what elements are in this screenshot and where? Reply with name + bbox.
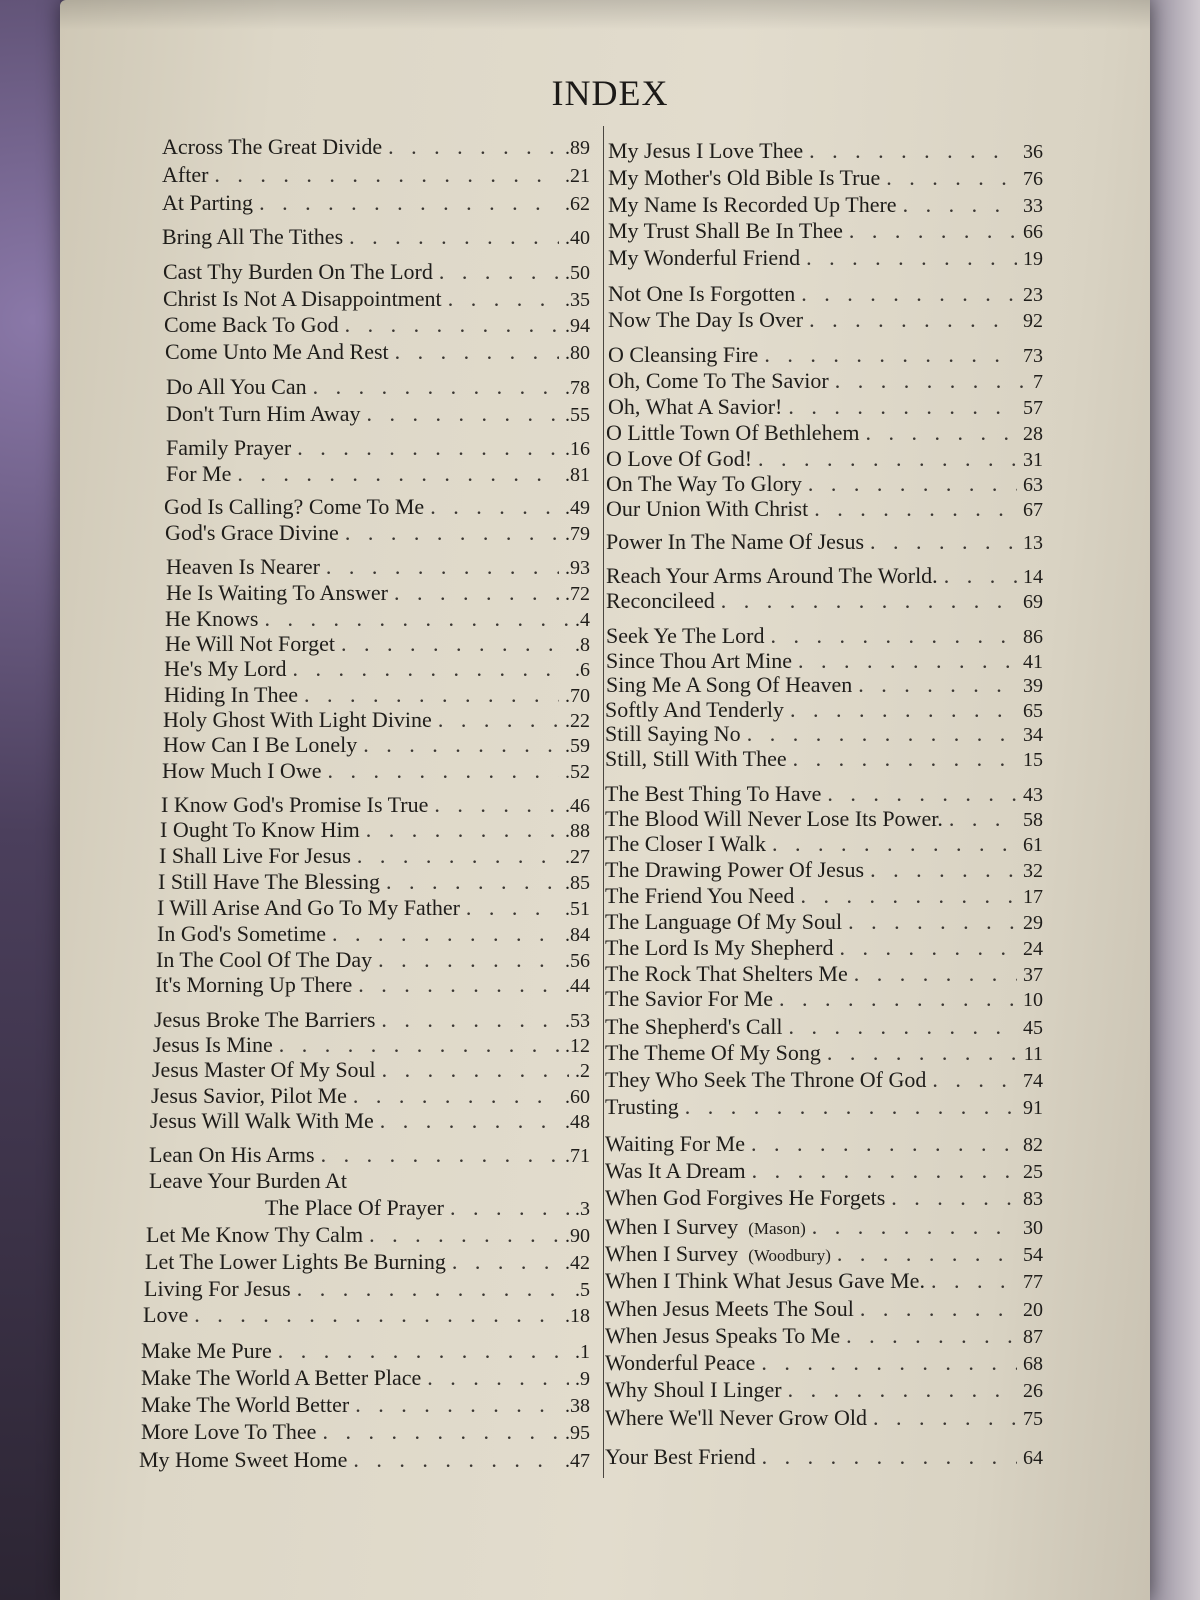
page-number: .44 xyxy=(565,975,590,997)
page-number: 82 xyxy=(1023,1134,1043,1156)
index-entry xyxy=(605,1214,1043,1242)
index-entry xyxy=(605,1241,1043,1269)
leader-dots xyxy=(835,368,1027,394)
page-number: .50 xyxy=(565,262,590,284)
index-entry xyxy=(606,496,1043,523)
page-number: .42 xyxy=(565,1252,590,1274)
entry-title: How Can I Be Lonely xyxy=(163,732,358,757)
leader-dots xyxy=(685,1094,1017,1120)
page-number: 7 xyxy=(1033,371,1043,393)
index-entry xyxy=(606,471,1043,498)
page-number: 76 xyxy=(1023,168,1043,190)
entry-title: Do All You Can xyxy=(166,374,307,399)
page-number: .94 xyxy=(565,315,590,337)
leader-dots xyxy=(891,1185,1017,1211)
entry-title: When Jesus Meets The Soul xyxy=(605,1296,854,1321)
index-entry xyxy=(605,781,1043,808)
index-entry xyxy=(605,1158,1043,1185)
leader-dots xyxy=(858,672,1017,698)
page-number: 63 xyxy=(1023,474,1043,496)
index-entry xyxy=(605,909,1043,936)
leader-dots xyxy=(827,781,1017,807)
index-entry xyxy=(605,1185,1043,1212)
entry-title: Let Me Know Thy Calm xyxy=(146,1222,364,1247)
page-number: 65 xyxy=(1023,700,1043,722)
index-entry xyxy=(605,746,1043,773)
leader-dots xyxy=(758,446,1017,472)
leader-dots xyxy=(854,961,1017,987)
leader-dots xyxy=(873,1405,1017,1431)
page-number: 73 xyxy=(1023,345,1043,367)
leader-dots xyxy=(788,1377,1017,1403)
index-entry xyxy=(608,394,1043,421)
page-number: .53 xyxy=(565,1010,590,1032)
page-number: .18 xyxy=(565,1305,590,1327)
index-entry xyxy=(605,857,1043,884)
entry-title: He Is Waiting To Answer xyxy=(166,580,388,605)
entry-title: Living For Jesus xyxy=(144,1276,291,1301)
leader-dots xyxy=(808,471,1017,497)
entry-title: Leave Your Burden At xyxy=(149,1168,347,1193)
entry-title: He Knows xyxy=(165,606,259,631)
page-number: .47 xyxy=(565,1450,590,1472)
entry-title: Sing Me A Song Of Heaven xyxy=(606,672,853,697)
page-number: .55 xyxy=(565,404,590,426)
leader-dots xyxy=(762,1444,1017,1470)
page-number: .72 xyxy=(565,583,590,605)
index-entry xyxy=(605,1350,1043,1377)
page-number: 13 xyxy=(1023,532,1043,554)
entry-title: He's My Lord xyxy=(164,656,287,681)
index-entry xyxy=(608,165,1043,192)
index-entry xyxy=(605,721,1043,748)
entry-title: On The Way To Glory xyxy=(606,471,802,496)
entry-title: Our Union With Christ xyxy=(606,496,809,521)
leader-dots xyxy=(761,1350,1017,1376)
entry-title: My Trust Shall Be In Thee xyxy=(608,218,843,243)
page-number: .27 xyxy=(565,846,590,868)
entry-title: Wonderful Peace xyxy=(605,1350,756,1375)
page-number: .78 xyxy=(565,377,590,399)
page-number: .3 xyxy=(575,1198,590,1220)
page-number: 66 xyxy=(1023,221,1043,243)
index-entry xyxy=(606,529,1043,556)
page-number: .70 xyxy=(565,685,590,707)
page-number: .60 xyxy=(565,1086,590,1108)
page-number: .80 xyxy=(565,342,590,364)
entry-title: My Name Is Recorded Up There xyxy=(608,192,897,217)
page-number: 17 xyxy=(1023,886,1043,908)
leader-dots xyxy=(846,1323,1017,1349)
page-number: 83 xyxy=(1023,1188,1043,1210)
page-number: .51 xyxy=(565,898,590,920)
index-entry xyxy=(605,883,1043,910)
leader-dots xyxy=(747,721,1017,747)
page-number: 14 xyxy=(1023,566,1043,588)
page-number: 86 xyxy=(1023,626,1043,648)
entry-title: In The Cool Of The Day xyxy=(156,947,373,972)
entry-title: I Will Arise And Go To My Father xyxy=(157,895,460,920)
entry-title: My Wonderful Friend xyxy=(608,245,801,270)
page-number: 77 xyxy=(1023,1271,1043,1293)
page-number: 45 xyxy=(1023,1017,1043,1039)
index-entry xyxy=(605,1131,1043,1158)
entry-title: I Ought To Know Him xyxy=(160,817,360,842)
page-number: 57 xyxy=(1023,397,1043,419)
leader-dots xyxy=(764,342,1017,368)
page-number: .2 xyxy=(575,1060,590,1082)
index-entry xyxy=(608,368,1043,395)
page-number: .40 xyxy=(565,227,590,249)
entry-title: I Shall Live For Jesus xyxy=(159,843,351,868)
index-entry xyxy=(605,1444,1043,1471)
page-number: 75 xyxy=(1023,1408,1043,1430)
index-entry xyxy=(606,623,1043,650)
index-entry xyxy=(605,986,1043,1013)
leader-dots xyxy=(809,307,1017,333)
entry-title: O Love Of God! xyxy=(606,446,753,471)
entry-title: When God Forgives He Forgets xyxy=(605,1185,886,1210)
leader-dots xyxy=(812,1214,1017,1240)
leader-dots xyxy=(779,986,1017,1012)
entry-title: The Friend You Need xyxy=(605,883,795,908)
leader-dots xyxy=(870,529,1017,555)
entry-title: Lean On His Arms xyxy=(149,1142,315,1167)
entry-title: Oh, Come To The Savior xyxy=(608,368,829,393)
page-number: .85 xyxy=(565,872,590,894)
leader-dots xyxy=(751,1131,1017,1157)
entry-title: Why Shoul I Linger xyxy=(605,1377,782,1402)
entry-title: The Lord Is My Shepherd xyxy=(605,935,834,960)
entry-title: He Will Not Forget xyxy=(165,631,336,656)
entry-title: When I Think What Jesus Gave Me. xyxy=(605,1268,925,1293)
page-number: .12 xyxy=(565,1035,590,1057)
entry-title: Make The World A Better Place xyxy=(141,1365,422,1390)
leader-dots xyxy=(870,857,1017,883)
index-entry xyxy=(608,192,1043,219)
page-number: 68 xyxy=(1023,1353,1043,1375)
entry-title: O Little Town Of Bethlehem xyxy=(606,420,860,445)
page-number: 74 xyxy=(1023,1070,1043,1092)
leader-dots xyxy=(931,1268,1017,1294)
index-entry xyxy=(605,1377,1043,1404)
entry-title: Let The Lower Lights Be Burning xyxy=(145,1249,446,1274)
entry-title: Oh, What A Savior! xyxy=(608,394,783,419)
entry-title: The Place Of Prayer xyxy=(265,1195,444,1220)
page-number: 11 xyxy=(1023,1043,1043,1065)
entry-title: When I Survey xyxy=(605,1214,739,1239)
leader-dots xyxy=(848,909,1017,935)
page-number: .93 xyxy=(565,557,590,579)
entry-title: Come Unto Me And Rest xyxy=(165,339,389,364)
index-entry xyxy=(605,1268,1043,1295)
page-number: .6 xyxy=(575,659,590,681)
entry-title: The Best Thing To Have xyxy=(605,781,822,806)
entry-title: More Love To Thee xyxy=(141,1419,317,1444)
index-entry xyxy=(605,1040,1043,1067)
entry-title: It's Morning Up There xyxy=(155,972,353,997)
leader-dots xyxy=(903,192,1017,218)
entry-title: Trusting xyxy=(605,1094,679,1119)
page-number: .21 xyxy=(565,165,590,187)
page-number: 31 xyxy=(1023,449,1043,471)
entry-title: God Is Calling? Come To Me xyxy=(164,494,425,519)
page-number: .5 xyxy=(575,1279,590,1301)
entry-title: My Home Sweet Home xyxy=(139,1447,348,1472)
page-number: 87 xyxy=(1023,1326,1043,1348)
page-number: .62 xyxy=(565,193,590,215)
index-entry xyxy=(606,446,1043,473)
entry-title: I Still Have The Blessing xyxy=(158,869,381,894)
index-entry xyxy=(608,281,1043,308)
leader-dots xyxy=(949,806,1017,832)
page-number: 15 xyxy=(1023,749,1043,771)
index-entry xyxy=(605,1067,1043,1094)
page-number: .81 xyxy=(565,464,590,486)
page-number: .4 xyxy=(575,609,590,631)
entry-title: Love xyxy=(143,1302,189,1327)
page-number: 32 xyxy=(1023,860,1043,882)
entry-title: The Savior For Me xyxy=(605,986,774,1011)
entry-title: Still, Still With Thee xyxy=(605,746,787,771)
leader-dots xyxy=(788,394,1017,420)
page-number: 23 xyxy=(1023,284,1043,306)
page-number: .84 xyxy=(565,924,590,946)
entry-title: Not One Is Forgotten xyxy=(608,281,796,306)
entry-title: How Much I Owe xyxy=(162,758,322,783)
page-number: .46 xyxy=(565,795,590,817)
entry-title: The Theme Of My Song xyxy=(605,1040,821,1065)
entry-title: Where We'll Never Grow Old xyxy=(605,1405,868,1430)
page-number: .88 xyxy=(565,820,590,842)
page-number: .48 xyxy=(565,1111,590,1133)
entry-title: Seek Ye The Lord xyxy=(606,623,765,648)
entry-title: Across The Great Divide xyxy=(162,134,383,159)
entry-title: The Rock That Shelters Me xyxy=(605,961,848,986)
page-number: 28 xyxy=(1023,423,1043,445)
entry-subtitle: (Woodbury) xyxy=(748,1246,831,1265)
entry-title: Jesus Is Mine xyxy=(153,1032,273,1057)
entry-title: Since Thou Art Mine xyxy=(606,648,792,673)
entry-title: God's Grace Divine xyxy=(165,520,339,545)
entry-title: The Drawing Power Of Jesus xyxy=(605,857,865,882)
page-number: 26 xyxy=(1023,1380,1043,1402)
entry-title: Reach Your Arms Around The World. xyxy=(606,563,938,588)
index-entry xyxy=(606,563,1043,590)
page-number: 91 xyxy=(1023,1097,1043,1119)
index-entry xyxy=(605,1014,1043,1041)
entry-title: Jesus Will Walk With Me xyxy=(150,1108,374,1133)
entry-title: Jesus Savior, Pilot Me xyxy=(151,1083,347,1108)
page-number: 67 xyxy=(1023,499,1043,521)
entry-title: Make Me Pure xyxy=(141,1338,272,1363)
page-number: 43 xyxy=(1023,784,1043,806)
index-entry xyxy=(608,218,1043,245)
page-number: 37 xyxy=(1023,964,1043,986)
entry-title: Come Back To God xyxy=(164,312,339,337)
page-number: .59 xyxy=(565,735,590,757)
entry-title: Hiding In Thee xyxy=(164,682,299,707)
page-number: .38 xyxy=(565,1395,590,1417)
index-entry xyxy=(605,961,1043,988)
index-entry xyxy=(608,138,1043,165)
page-number: .90 xyxy=(565,1225,590,1247)
page-number: .71 xyxy=(565,1145,590,1167)
index-entry xyxy=(608,245,1043,272)
page-number: .56 xyxy=(565,950,590,972)
page-number: .16 xyxy=(565,438,590,460)
page-number: 33 xyxy=(1023,195,1043,217)
page-number: .35 xyxy=(565,289,590,311)
entry-title: Family Prayer xyxy=(166,435,292,460)
entry-title: When Jesus Speaks To Me xyxy=(605,1323,841,1348)
index-entry xyxy=(605,697,1043,724)
entry-title: Heaven Is Nearer xyxy=(166,554,320,579)
page-number: 39 xyxy=(1023,675,1043,697)
index-entry xyxy=(605,1405,1043,1432)
index-entry xyxy=(605,1094,1043,1121)
entry-title: Bring All The Tithes xyxy=(162,224,344,249)
index-entry xyxy=(605,1323,1043,1350)
index-entry xyxy=(608,307,1043,334)
page-number: .22 xyxy=(565,710,590,732)
entry-title: Reconcileed xyxy=(606,588,715,613)
leader-dots xyxy=(840,935,1017,961)
page-number: 19 xyxy=(1023,248,1043,270)
entry-title: Power In The Name Of Jesus xyxy=(606,529,865,554)
leader-dots xyxy=(793,746,1017,772)
index-entry xyxy=(605,1296,1043,1323)
page-number: .8 xyxy=(575,634,590,656)
entry-title: The Closer I Walk xyxy=(605,831,766,856)
entry-title: The Blood Will Never Lose Its Power. xyxy=(605,806,943,831)
entry-title: After xyxy=(162,162,209,187)
entry-title: I Know God's Promise Is True xyxy=(161,792,429,817)
entry-title: At Parting xyxy=(162,190,254,215)
leader-dots xyxy=(800,883,1017,909)
leader-dots xyxy=(798,648,1017,674)
page-number: 10 xyxy=(1023,989,1043,1011)
leader-dots xyxy=(770,623,1017,649)
entry-title: My Mother's Old Bible Is True xyxy=(608,165,881,190)
page-number: 30 xyxy=(1023,1217,1043,1239)
index-entry xyxy=(606,648,1043,675)
page-number: 34 xyxy=(1023,724,1043,746)
leader-dots xyxy=(809,138,1017,164)
index-entry xyxy=(606,672,1043,699)
entry-title: Jesus Master Of My Soul xyxy=(152,1057,376,1082)
leader-dots xyxy=(886,165,1017,191)
page-number: 36 xyxy=(1023,141,1043,163)
page-number: 24 xyxy=(1023,938,1043,960)
index-entry xyxy=(605,935,1043,962)
leader-dots xyxy=(837,1241,1017,1267)
entry-title: My Jesus I Love Thee xyxy=(608,138,804,163)
entry-title: Jesus Broke The Barriers xyxy=(154,1007,376,1032)
index-entry xyxy=(606,420,1043,447)
page-number: .9 xyxy=(575,1368,590,1390)
leader-dots xyxy=(860,1296,1017,1322)
page-number: 20 xyxy=(1023,1299,1043,1321)
leader-dots xyxy=(827,1040,1018,1066)
entry-title: Christ Is Not A Disappointment xyxy=(163,286,442,311)
entry-title: The Shepherd's Call xyxy=(605,1014,783,1039)
leader-dots xyxy=(721,588,1017,614)
page-number: 69 xyxy=(1023,591,1043,613)
leader-dots xyxy=(865,420,1017,446)
leader-dots xyxy=(944,563,1017,589)
entry-title: Waiting For Me xyxy=(605,1131,745,1156)
entry-title: O Cleansing Fire xyxy=(608,342,759,367)
entry-title: Make The World Better xyxy=(141,1392,350,1417)
page-number: 25 xyxy=(1023,1161,1043,1183)
leader-dots xyxy=(790,697,1017,723)
entry-title: Cast Thy Burden On The Lord xyxy=(163,259,433,284)
leader-dots xyxy=(801,281,1017,307)
entry-title: For Me xyxy=(166,461,232,486)
entry-title: Still Saying No xyxy=(605,721,741,746)
index-entry xyxy=(606,588,1043,615)
entry-title: Holy Ghost With Light Divine xyxy=(163,707,432,732)
entry-title: They Who Seek The Throne Of God xyxy=(605,1067,927,1092)
page-number: .89 xyxy=(565,137,590,159)
entry-title: Softly And Tenderly xyxy=(605,697,784,722)
page-number: .79 xyxy=(565,523,590,545)
entry-title: In God's Sometime xyxy=(157,921,326,946)
entry-title: Don't Turn Him Away xyxy=(166,401,361,426)
page-number: 54 xyxy=(1023,1244,1043,1266)
index-entry xyxy=(608,342,1043,369)
page-number: 92 xyxy=(1023,310,1043,332)
page-number: .95 xyxy=(565,1422,590,1444)
leader-dots xyxy=(814,496,1017,522)
leader-dots xyxy=(772,831,1017,857)
page-number: .52 xyxy=(565,761,590,783)
page-number: 61 xyxy=(1023,834,1043,856)
page-number: 64 xyxy=(1023,1447,1043,1469)
page-title: INDEX xyxy=(551,73,669,113)
entry-title: When I Survey xyxy=(605,1241,739,1266)
entry-title: Was It A Dream xyxy=(605,1158,746,1183)
leader-dots xyxy=(932,1067,1017,1093)
leader-dots xyxy=(788,1014,1017,1040)
page-number: .49 xyxy=(565,497,590,519)
leader-dots xyxy=(849,218,1017,244)
entry-title: Now The Day Is Over xyxy=(608,307,804,332)
page-number: .1 xyxy=(575,1341,590,1363)
page-number: 58 xyxy=(1023,809,1043,831)
entry-subtitle: (Mason) xyxy=(748,1219,806,1238)
index-entry xyxy=(605,831,1043,858)
leader-dots xyxy=(752,1158,1017,1184)
page-number: 29 xyxy=(1023,912,1043,934)
index-entry xyxy=(605,806,1043,833)
entry-title: Your Best Friend xyxy=(605,1444,756,1469)
leader-dots xyxy=(806,245,1017,271)
page-number: 41 xyxy=(1023,651,1043,673)
entry-title: The Language Of My Soul xyxy=(605,909,843,934)
